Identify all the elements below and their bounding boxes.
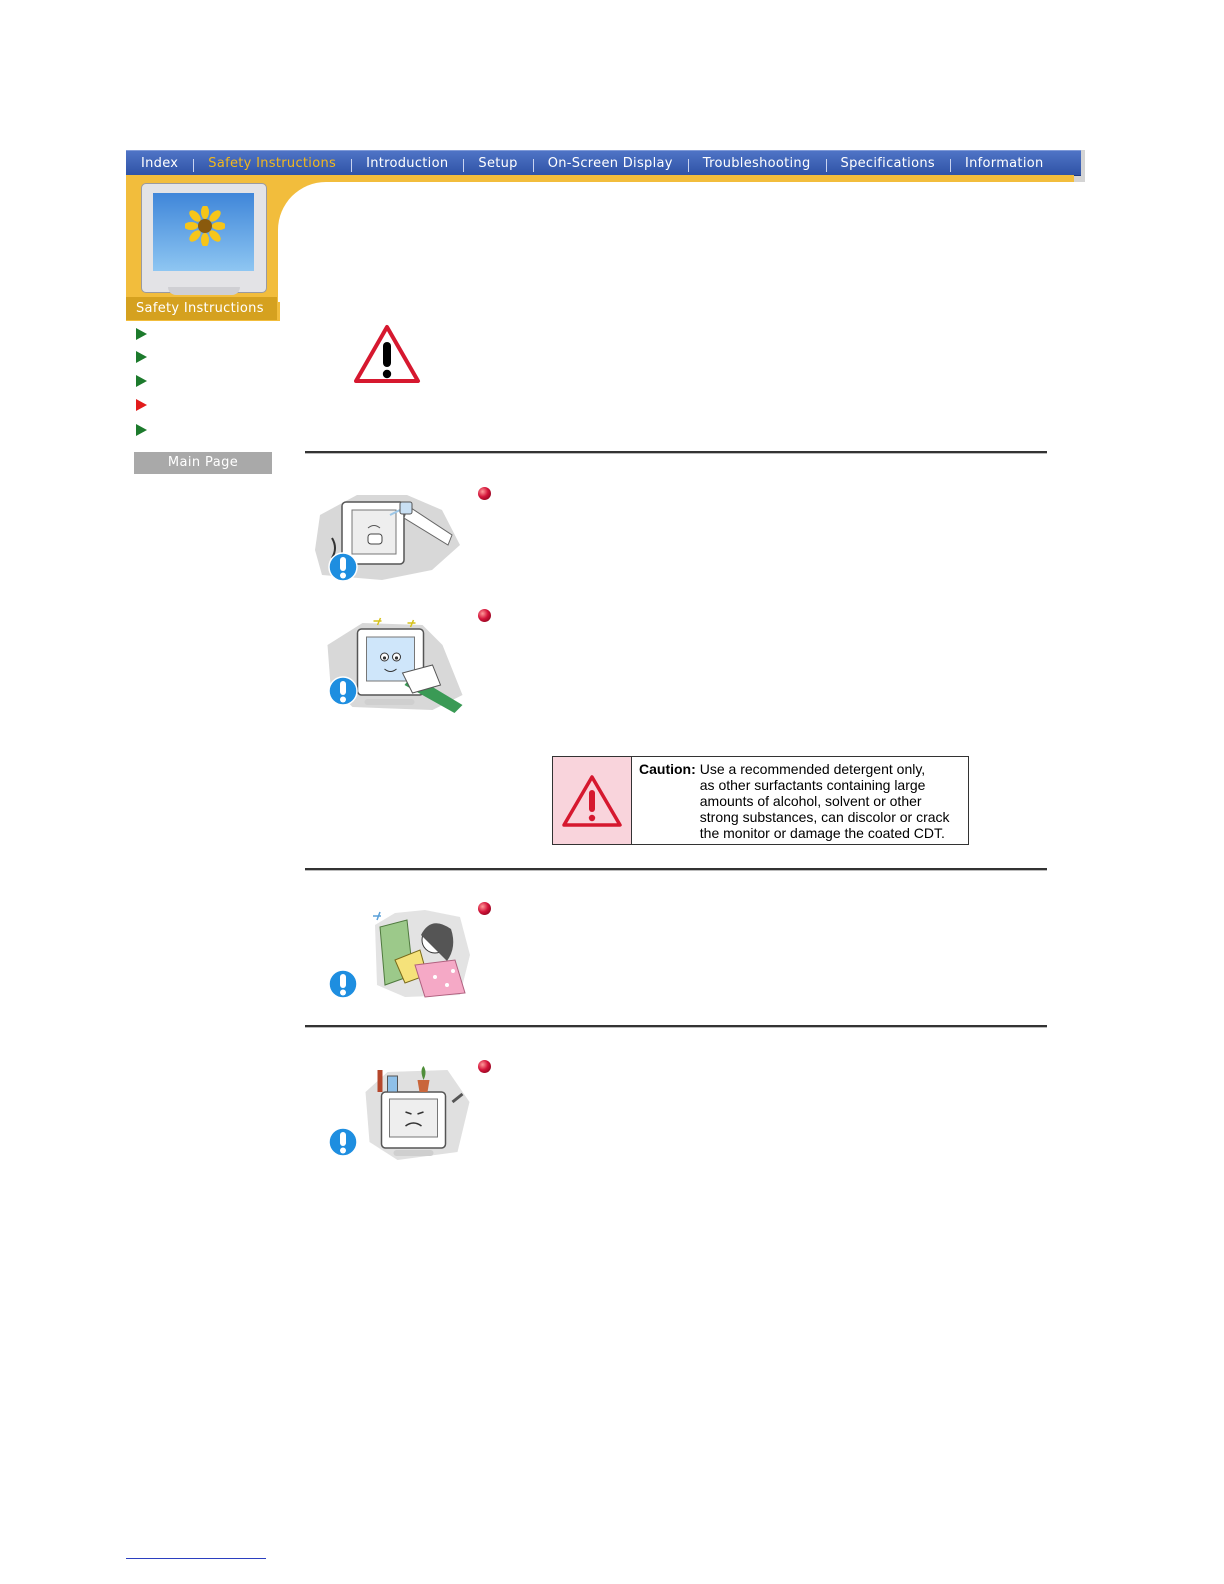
divider [305,451,1047,454]
caution-text [632,757,950,844]
monitor-stand [168,287,240,295]
bullet-icon [478,1060,491,1073]
info-icon [328,552,358,582]
info-icon [328,969,358,999]
objects-on-monitor-illustration [340,1062,490,1162]
cloth-cleaning-illustration [345,905,495,1000]
caution-label: Caution: [639,761,696,777]
nav-information[interactable]: Information [950,156,1059,171]
info-icon [328,1127,358,1157]
main-page-button[interactable]: Main Page [134,452,272,474]
nav-on-screen-display[interactable]: On-Screen Display [533,156,688,171]
footer-link-underline[interactable] [126,1558,266,1559]
caution-box [552,756,969,845]
sidebar-arrow-5[interactable] [136,424,147,436]
top-nav [126,150,1081,176]
nav-setup[interactable]: Setup [463,156,532,171]
nav-introduction[interactable]: Introduction [351,156,463,171]
divider [305,868,1047,871]
caution-line: Use a recommended detergent only, [699,761,926,777]
nav-safety-instructions[interactable]: Safety Instructions [193,156,351,171]
bullet-icon [478,902,491,915]
caution-line: amounts of alcohol, solvent or other [699,793,922,809]
bullet-icon [478,487,491,500]
caution-icon-cell [553,757,632,844]
caution-line: the monitor or damage the coated CDT. [699,825,945,841]
caution-warning-icon [561,773,623,829]
nav-troubleshooting[interactable]: Troubleshooting [688,156,826,171]
sunflower-icon [185,206,225,246]
header-curve-mask [278,182,398,302]
warning-icon [352,323,422,385]
section-label: Safety Instructions [126,297,277,320]
bullet-icon [478,609,491,622]
sidebar-arrow-4-current[interactable] [136,399,147,411]
divider [305,1025,1047,1028]
info-icon [328,676,358,706]
caution-line: as other surfactants containing large [699,777,926,793]
sidebar-arrow-1[interactable] [136,328,147,340]
nav-index[interactable]: Index [141,155,179,171]
caution-line: strong substances, can discolor or crack [699,809,950,825]
sidebar-arrow-2[interactable] [136,351,147,363]
sidebar-arrow-3[interactable] [136,375,147,387]
caution-body [696,761,950,844]
nav-specifications[interactable]: Specifications [826,156,950,171]
